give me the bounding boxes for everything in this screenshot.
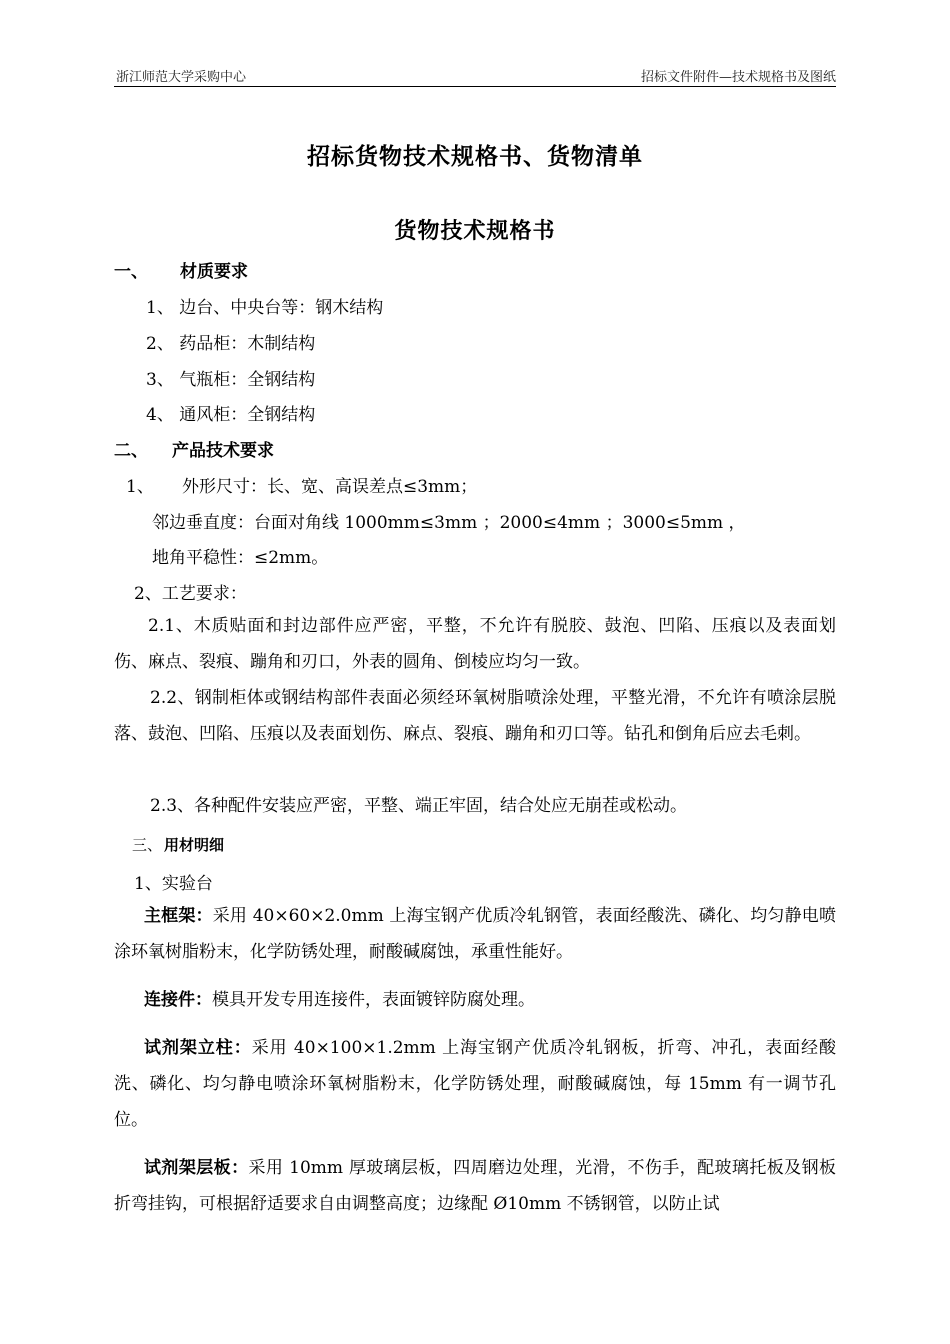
connector-label: 连接件： <box>144 990 212 1010</box>
section2-item2: 2、工艺要求： <box>134 584 247 604</box>
section1-item-4: 4、 通风柜：全钢结构 <box>146 405 316 425</box>
section2-item1-number: 1、 <box>126 477 154 497</box>
paragraph-2-1: 2.1、木质贴面和封边部件应严密，平整，不允许有脱胶、鼓泡、凹陷、压痕以及表面划伤、麻点、裂痕、蹦角和刃口，外表的圆角、倒棱应均匀一致。 <box>114 616 836 672</box>
paragraph-2-3: 2.3、各种配件安装应严密，平整、端正牢固，结合处应无崩茬或松动。 <box>150 796 688 816</box>
connector-text: 模具开发专用连接件，表面镀锌防腐处理。 <box>212 990 535 1010</box>
section3-item1: 1、实验台 <box>134 874 213 894</box>
section2-number: 二、 <box>114 441 148 461</box>
main-frame-label: 主框架： <box>144 906 213 926</box>
shelf-post-text: 采用 40×100×1.2mm 上海宝钢产优质冷轧钢板，折弯、冲孔，表面经酸洗、磷化、均匀静电喷涂环氧树脂粉末，化学防锈处理，耐酸碱腐蚀，每 15mm 有一调节孔位。 <box>114 1038 837 1130</box>
header-left-text: 浙江师范大学采购中心 <box>116 70 247 85</box>
section1-title: 材质要求 <box>180 262 248 282</box>
section2-item1-line3: 地角平稳性：≤2mm。 <box>152 548 329 568</box>
shelf-board-label: 试剂架层板： <box>144 1158 249 1178</box>
section1-item-2: 2、 药品柜：木制结构 <box>146 334 316 354</box>
paragraph-main-frame <box>114 898 836 970</box>
shelf-post-label: 试剂架立柱： <box>144 1038 252 1058</box>
section2-item1-line2: 邻边垂直度：台面对角线 1000mm≤3mm ；2000≤4mm ；3000≤5mm ， <box>152 513 746 533</box>
section2-title: 产品技术要求 <box>172 441 274 461</box>
document-title: 招标货物技术规格书、货物清单 <box>307 143 643 170</box>
paragraph-shelf-post <box>114 1030 836 1138</box>
shelf-board-text: 采用 10mm 厚玻璃层板，四周磨边处理，光滑，不伤手，配玻璃托板及钢板折弯挂钩，可根据舒适要求自由调整高度；边缘配 Ø10mm 不锈钢管，以防止试 <box>114 1158 836 1214</box>
header-divider <box>114 86 836 87</box>
section3-title: 用材明细 <box>164 836 225 854</box>
section-subtitle: 货物技术规格书 <box>394 218 556 244</box>
section3-number: 三、 <box>132 836 163 854</box>
paragraph-shelf-board <box>114 1150 836 1222</box>
header-right-text: 招标文件附件—技术规格书及图纸 <box>640 70 836 85</box>
section1-item-3: 3、 气瓶柜：全钢结构 <box>146 370 316 390</box>
section1-number: 一、 <box>114 262 148 282</box>
main-frame-text: 采用 40×60×2.0mm 上海宝钢产优质冷轧钢管，表面经酸洗、磷化、均匀静电喷涂环氧树脂粉末，化学防锈处理，耐酸碱腐蚀，承重性能好。 <box>114 906 836 962</box>
paragraph-2-2: 2.2、钢制柜体或钢结构部件表面必须经环氧树脂喷涂处理，平整光滑，不允许有喷涂层脱落、鼓泡、凹陷、压痕以及表面划伤、麻点、裂痕、蹦角和刃口等。钻孔和倒角后应去毛刺。 <box>114 688 836 744</box>
section2-item1-text: 外形尺寸：长、宽、高误差点≤3mm； <box>182 477 478 497</box>
section1-item-1: 1、 边台、中央台等：钢木结构 <box>146 298 384 318</box>
paragraph-connector <box>114 982 836 1018</box>
